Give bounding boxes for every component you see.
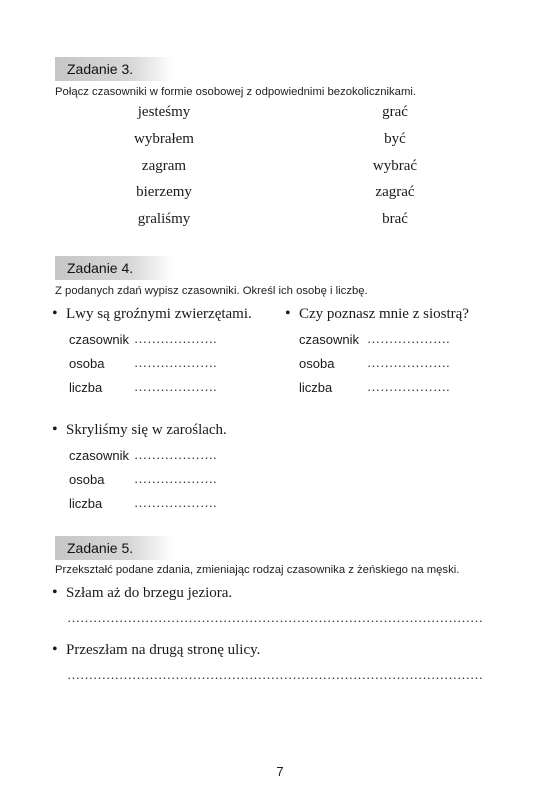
- left-word-5: graliśmy: [137, 211, 191, 227]
- field-label-verb: czasownik: [299, 332, 359, 347]
- answer-blank[interactable]: ……………….: [367, 331, 450, 346]
- task-3-label: Zadanie 3.: [55, 57, 173, 81]
- bullet-icon: •: [52, 584, 58, 601]
- answer-blank[interactable]: ……………….: [134, 495, 217, 510]
- right-word-5: brać: [382, 211, 408, 227]
- task-4-sentence-3: • Skryliśmy się w zaroślach.: [52, 421, 227, 438]
- bullet-icon: •: [52, 641, 58, 658]
- field-label-verb: czasownik: [69, 332, 129, 347]
- task-5-sentence-2: • Przeszłam na drugą stronę ulicy.: [52, 641, 261, 658]
- task-3-instruction: Połącz czasowniki w formie osobowej z odpowiednimi bezokolicznikami.: [55, 86, 417, 98]
- task-4-instruction: Z podanych zdań wypisz czasowniki. Określ ich osobę i liczbę.: [55, 285, 368, 297]
- bullet-icon: •: [52, 305, 58, 322]
- answer-blank[interactable]: ……………….: [367, 355, 450, 370]
- task-4-sentence-2: • Czy poznasz mnie z siostrą?: [285, 305, 469, 322]
- task-5-label: Zadanie 5.: [55, 536, 173, 560]
- answer-blank[interactable]: ……………….: [134, 331, 217, 346]
- bullet-icon: •: [285, 305, 291, 322]
- right-word-4: zagrać: [375, 184, 415, 200]
- right-word-2: być: [384, 131, 406, 147]
- left-word-4: bierzemy: [136, 184, 192, 200]
- page-number: 7: [276, 764, 284, 779]
- answer-blank[interactable]: ……………….: [134, 447, 217, 462]
- field-label-person: osoba: [69, 356, 105, 371]
- left-word-3: zagram: [141, 158, 187, 174]
- field-label-person: osoba: [299, 356, 335, 371]
- field-label-person: osoba: [69, 472, 105, 487]
- left-word-2: wybrałem: [134, 131, 194, 147]
- right-word-3: wybrać: [372, 158, 418, 174]
- task-4-sentence-1: • Lwy są groźnymi zwierzętami.: [52, 305, 252, 322]
- field-label-number: liczba: [299, 380, 333, 395]
- task-5-sentence-1: • Szłam aż do brzegu jeziora.: [52, 584, 233, 601]
- bullet-icon: •: [52, 421, 58, 438]
- task-4-label: Zadanie 4.: [55, 256, 173, 280]
- left-word-1: jesteśmy: [137, 104, 191, 120]
- task-5-instruction: Przekształć podane zdania, zmieniając rodzaj czasownika z żeńskiego na męski.: [55, 564, 460, 576]
- answer-blank[interactable]: ……………….: [134, 471, 217, 486]
- answer-blank[interactable]: ……………….: [134, 379, 217, 394]
- answer-blank[interactable]: ……………….: [367, 379, 450, 394]
- answer-blank[interactable]: ……………….: [134, 355, 217, 370]
- field-label-number: liczba: [69, 496, 103, 511]
- field-label-verb: czasownik: [69, 448, 129, 463]
- answer-line[interactable]: ……………………………………………………………………………………: [67, 610, 483, 625]
- field-label-number: liczba: [69, 380, 103, 395]
- right-word-1: grać: [382, 104, 408, 120]
- answer-line[interactable]: ……………………………………………………………………………………: [67, 667, 483, 682]
